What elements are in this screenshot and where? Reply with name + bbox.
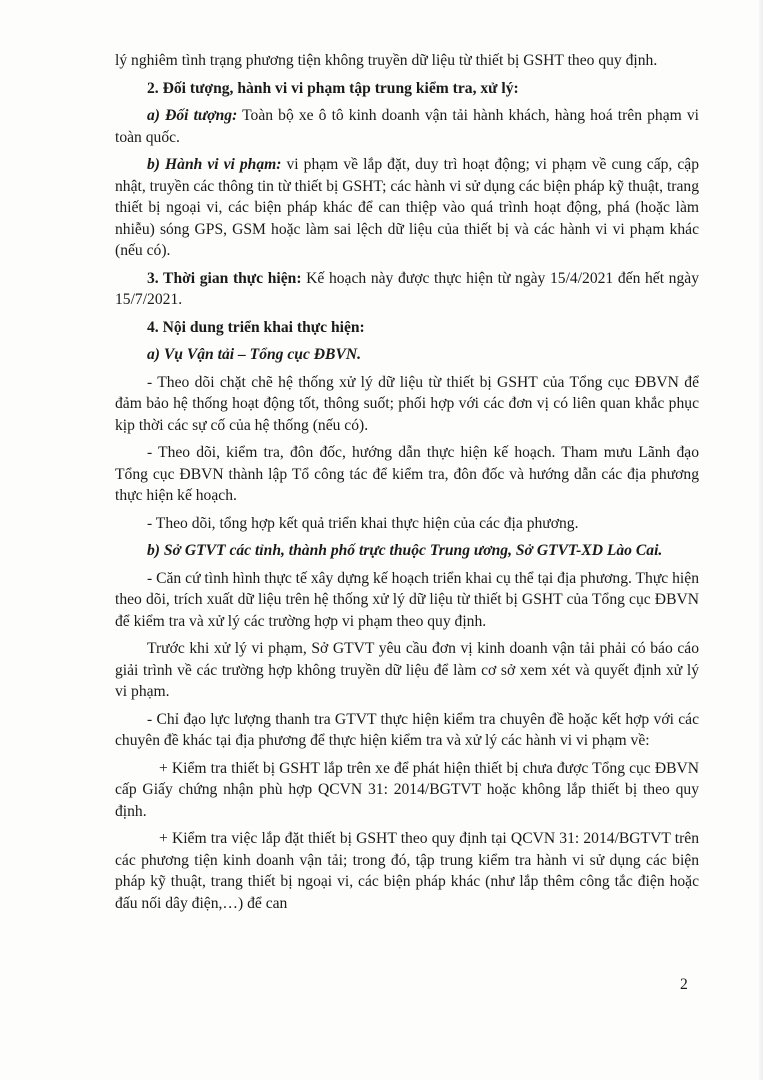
paragraph: - Theo dõi chặt chẽ hệ thống xử lý dữ liệu từ thiết bị GSHT của Tổng cục ĐBVN để đảm bảo hệ thống hoạt động tốt, thông suốt; phối hợp với các đơn vị có liên quan khắc phục kịp thời các sự cố của hệ thống (nếu có). [115, 373, 699, 434]
paragraph: Trước khi xử lý vi phạm, Sở GTVT yêu cầu đơn vị kinh doanh vận tải phải có báo cáo giải trình về các trường hợp không truyền dữ liệu để làm cơ sở xem xét và quyết định xử lý vi phạm. [115, 640, 699, 700]
subsection-heading: b) Sở GTVT các tỉnh, thành phố trực thuộc Trung ương, Sở GTVT-XD Lào Cai. [147, 542, 663, 559]
list-item: + Kiểm tra thiết bị GSHT lắp trên xe để phát hiện thiết bị chưa được Tổng cục ĐBVN cấp Giấy chứng nhận phù hợp QCVN 31: 2014/BGTVT hoặc không lắp thiết bị theo quy định. [115, 759, 699, 820]
paragraph: b) Hành vi vi phạm: vi phạm về lắp đặt, duy trì hoạt động; vi phạm về cung cấp, cập nhật, truyền các thông tin từ thiết bị GSHT; các hành vi sử dụng các biện pháp kỹ thuật, trang thiết bị ngoại vi, các biện pháp khác để can thiệp vào quá trình hoạt động, phá (hoặc làm nhiễu) sóng GPS, GSM hoặc làm sai lệch dữ liệu của thiết bị và các hành vi vi phạm khác (nếu có). [115, 156, 699, 259]
paragraph: - Chỉ đạo lực lượng thanh tra GTVT thực hiện kiểm tra chuyên đề hoặc kết hợp với các chuyên đề khác tại địa phương để thực hiện kiểm tra và xử lý các hành vi vi phạm về: [115, 710, 699, 749]
list-item: + Kiểm tra việc lắp đặt thiết bị GSHT theo quy định tại QCVN 31: 2014/BGTVT trên các phương tiện kinh doanh vận tải; trong đó, tập trung kiểm tra hành vi sử dụng các biện pháp kỹ thuật, trang thiết bị ngoại vi, các biện pháp khác (như lắp thêm công tắc điện hoặc đấu nối dây điện,…) để can [115, 830, 699, 912]
paragraph: - Theo dõi, kiểm tra, đôn đốc, hướng dẫn thực hiện kế hoạch. Tham mưu Lãnh đạo Tổng cục ĐBVN thành lập Tổ công tác để kiểm tra, đôn đốc và hướng dẫn các địa phương thực hiện kế hoạch. [115, 444, 699, 504]
page-edge-shadow [757, 0, 763, 1080]
paragraph: lý nghiêm tình trạng phương tiện không truyền dữ liệu từ thiết bị GSHT theo quy định. [115, 52, 658, 69]
section-heading: 4. Nội dung triển khai thực hiện: [147, 318, 365, 336]
paragraph: a) Đối tượng: Toàn bộ xe ô tô kinh doanh vận tải hành khách, hàng hoá trên phạm vi toàn quốc. [115, 107, 699, 146]
document-body [115, 50, 699, 920]
subsection-heading: a) Vụ Vận tải – Tổng cục ĐBVN. [147, 346, 362, 363]
page-number: 2 [680, 976, 688, 993]
paragraph: - Theo dõi, tổng hợp kết quả triển khai thực hiện của các địa phương. [147, 514, 579, 532]
section-heading: 2. Đối tượng, hành vi vi phạm tập trung kiểm tra, xử lý: [147, 79, 519, 97]
paragraph: 3. Thời gian thực hiện: Kế hoạch này được thực hiện từ ngày 15/4/2021 đến hết ngày 15/7/2021. [115, 269, 699, 308]
paragraph: - Căn cứ tình hình thực tế xây dựng kế hoạch triển khai cụ thể tại địa phương. Thực hiện theo dõi, trích xuất dữ liệu trên hệ thống xử lý dữ liệu từ thiết bị GSHT của Tổng cục ĐBVN để kiểm tra và xử lý các trường hợp vi phạm theo quy định. [115, 569, 699, 630]
